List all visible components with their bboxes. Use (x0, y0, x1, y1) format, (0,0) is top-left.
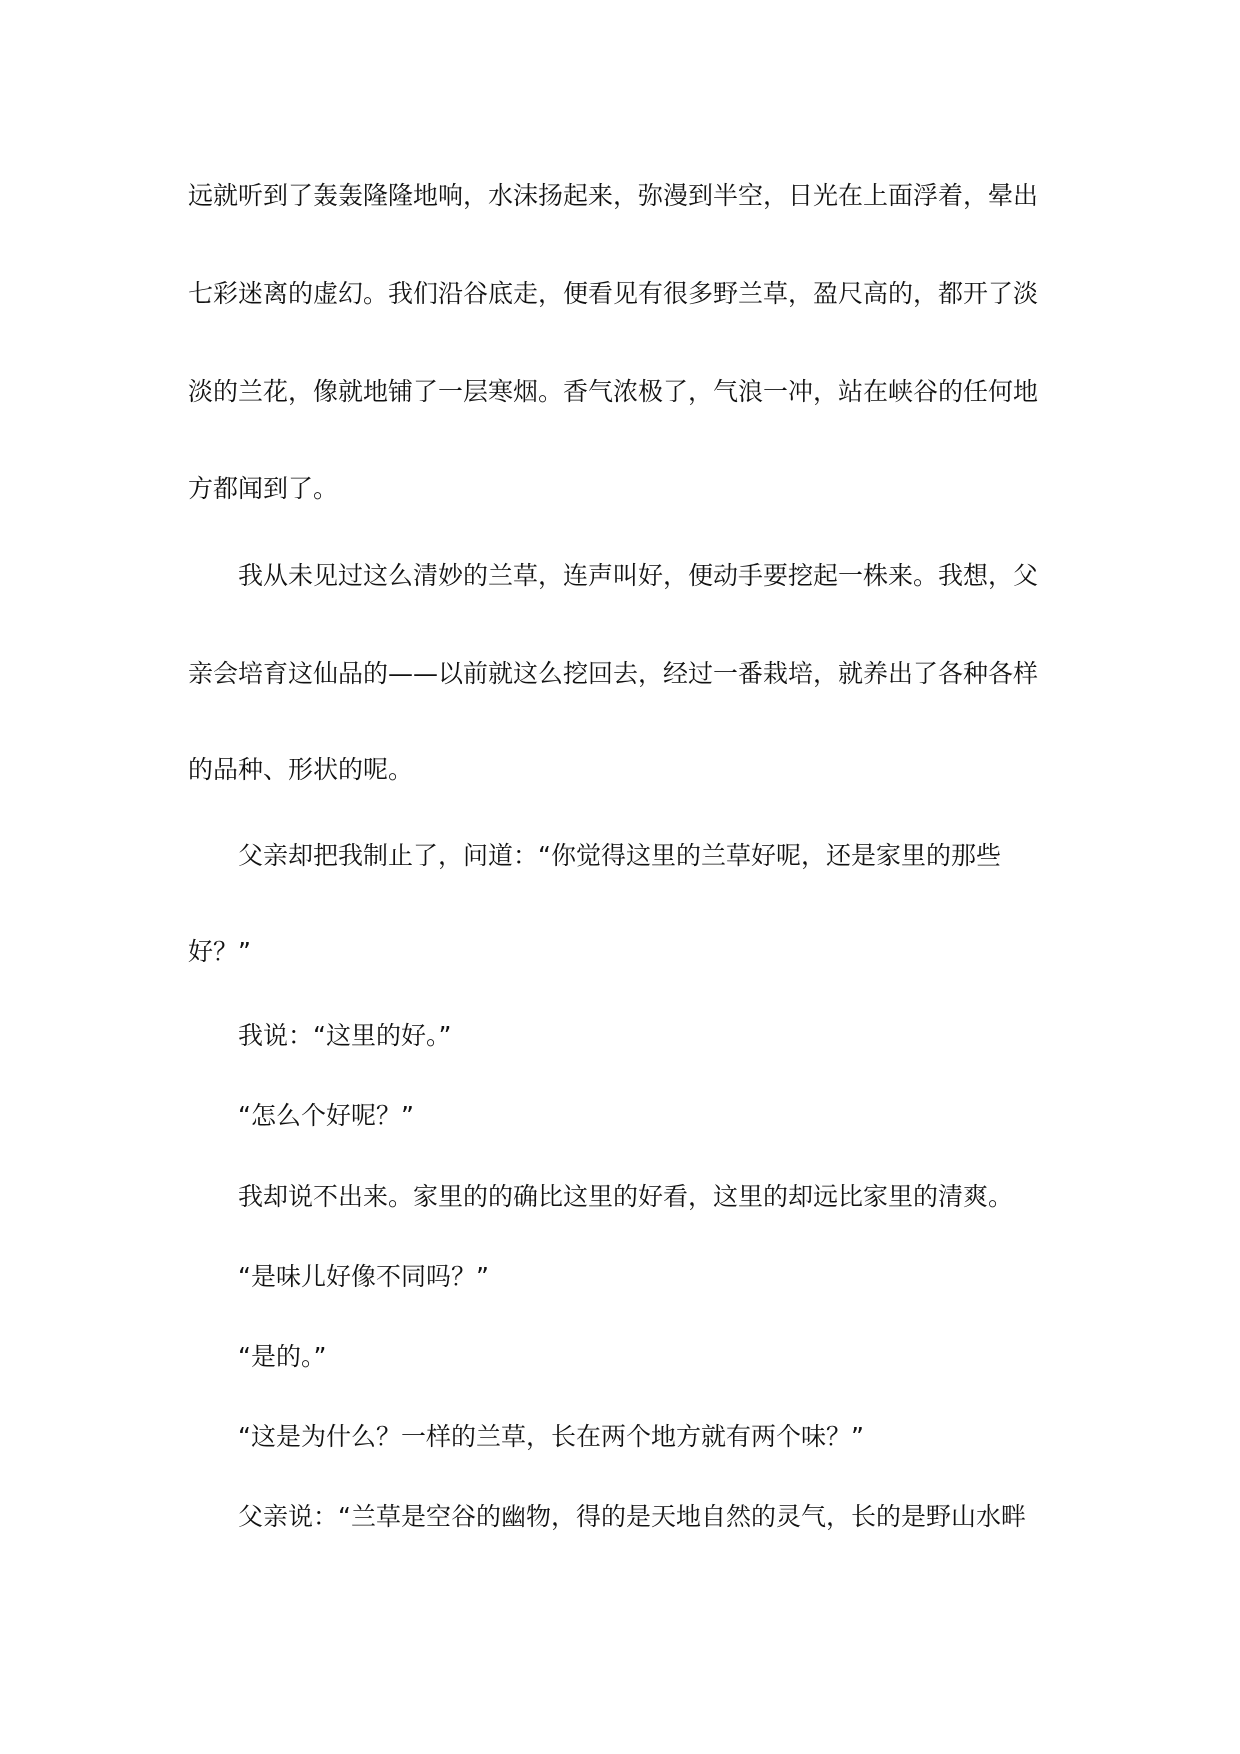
text-line-15: “这是为什么？一样的兰草，长在两个地方就有两个味？” (238, 1422, 864, 1451)
text-line-6: 亲会培育这仙品的——以前就这么挖回去，经过一番栽培，就养出了各种各样 (188, 659, 1039, 688)
text-line-3: 淡的兰花，像就地铺了一层寒烟。香气浓极了，气浪一冲，站在峡谷的任何地 (188, 377, 1039, 406)
text-line-7: 的品种、形状的呢。 (188, 755, 414, 784)
text-line-9: 好？” (188, 937, 251, 966)
text-line-4: 方都闻到了。 (188, 474, 339, 503)
text-line-8: 父亲却把我制止了，问道：“你觉得这里的兰草好呢，还是家里的那些 (238, 841, 1001, 870)
text-line-1: 远就听到了轰轰隆隆地响，水沫扬起来，弥漫到半空，日光在上面浮着，晕出 (188, 181, 1039, 210)
text-line-5: 我从未见过这么清妙的兰草，连声叫好，便动手要挖起一株来。我想，父 (238, 561, 1039, 590)
text-line-10: 我说：“这里的好。” (238, 1021, 452, 1050)
text-line-2: 七彩迷离的虚幻。我们沿谷底走，便看见有很多野兰草，盈尺高的，都开了淡 (188, 279, 1039, 308)
text-line-12: 我却说不出来。家里的的确比这里的好看，这里的却远比家里的清爽。 (238, 1182, 1014, 1211)
text-line-13: “是味儿好像不同吗？” (238, 1262, 489, 1291)
text-line-16: 父亲说：“兰草是空谷的幽物，得的是天地自然的灵气，长的是野山水畔 (238, 1502, 1026, 1531)
text-line-14: “是的。” (238, 1342, 327, 1371)
text-line-11: “怎么个好呢？” (238, 1101, 414, 1130)
